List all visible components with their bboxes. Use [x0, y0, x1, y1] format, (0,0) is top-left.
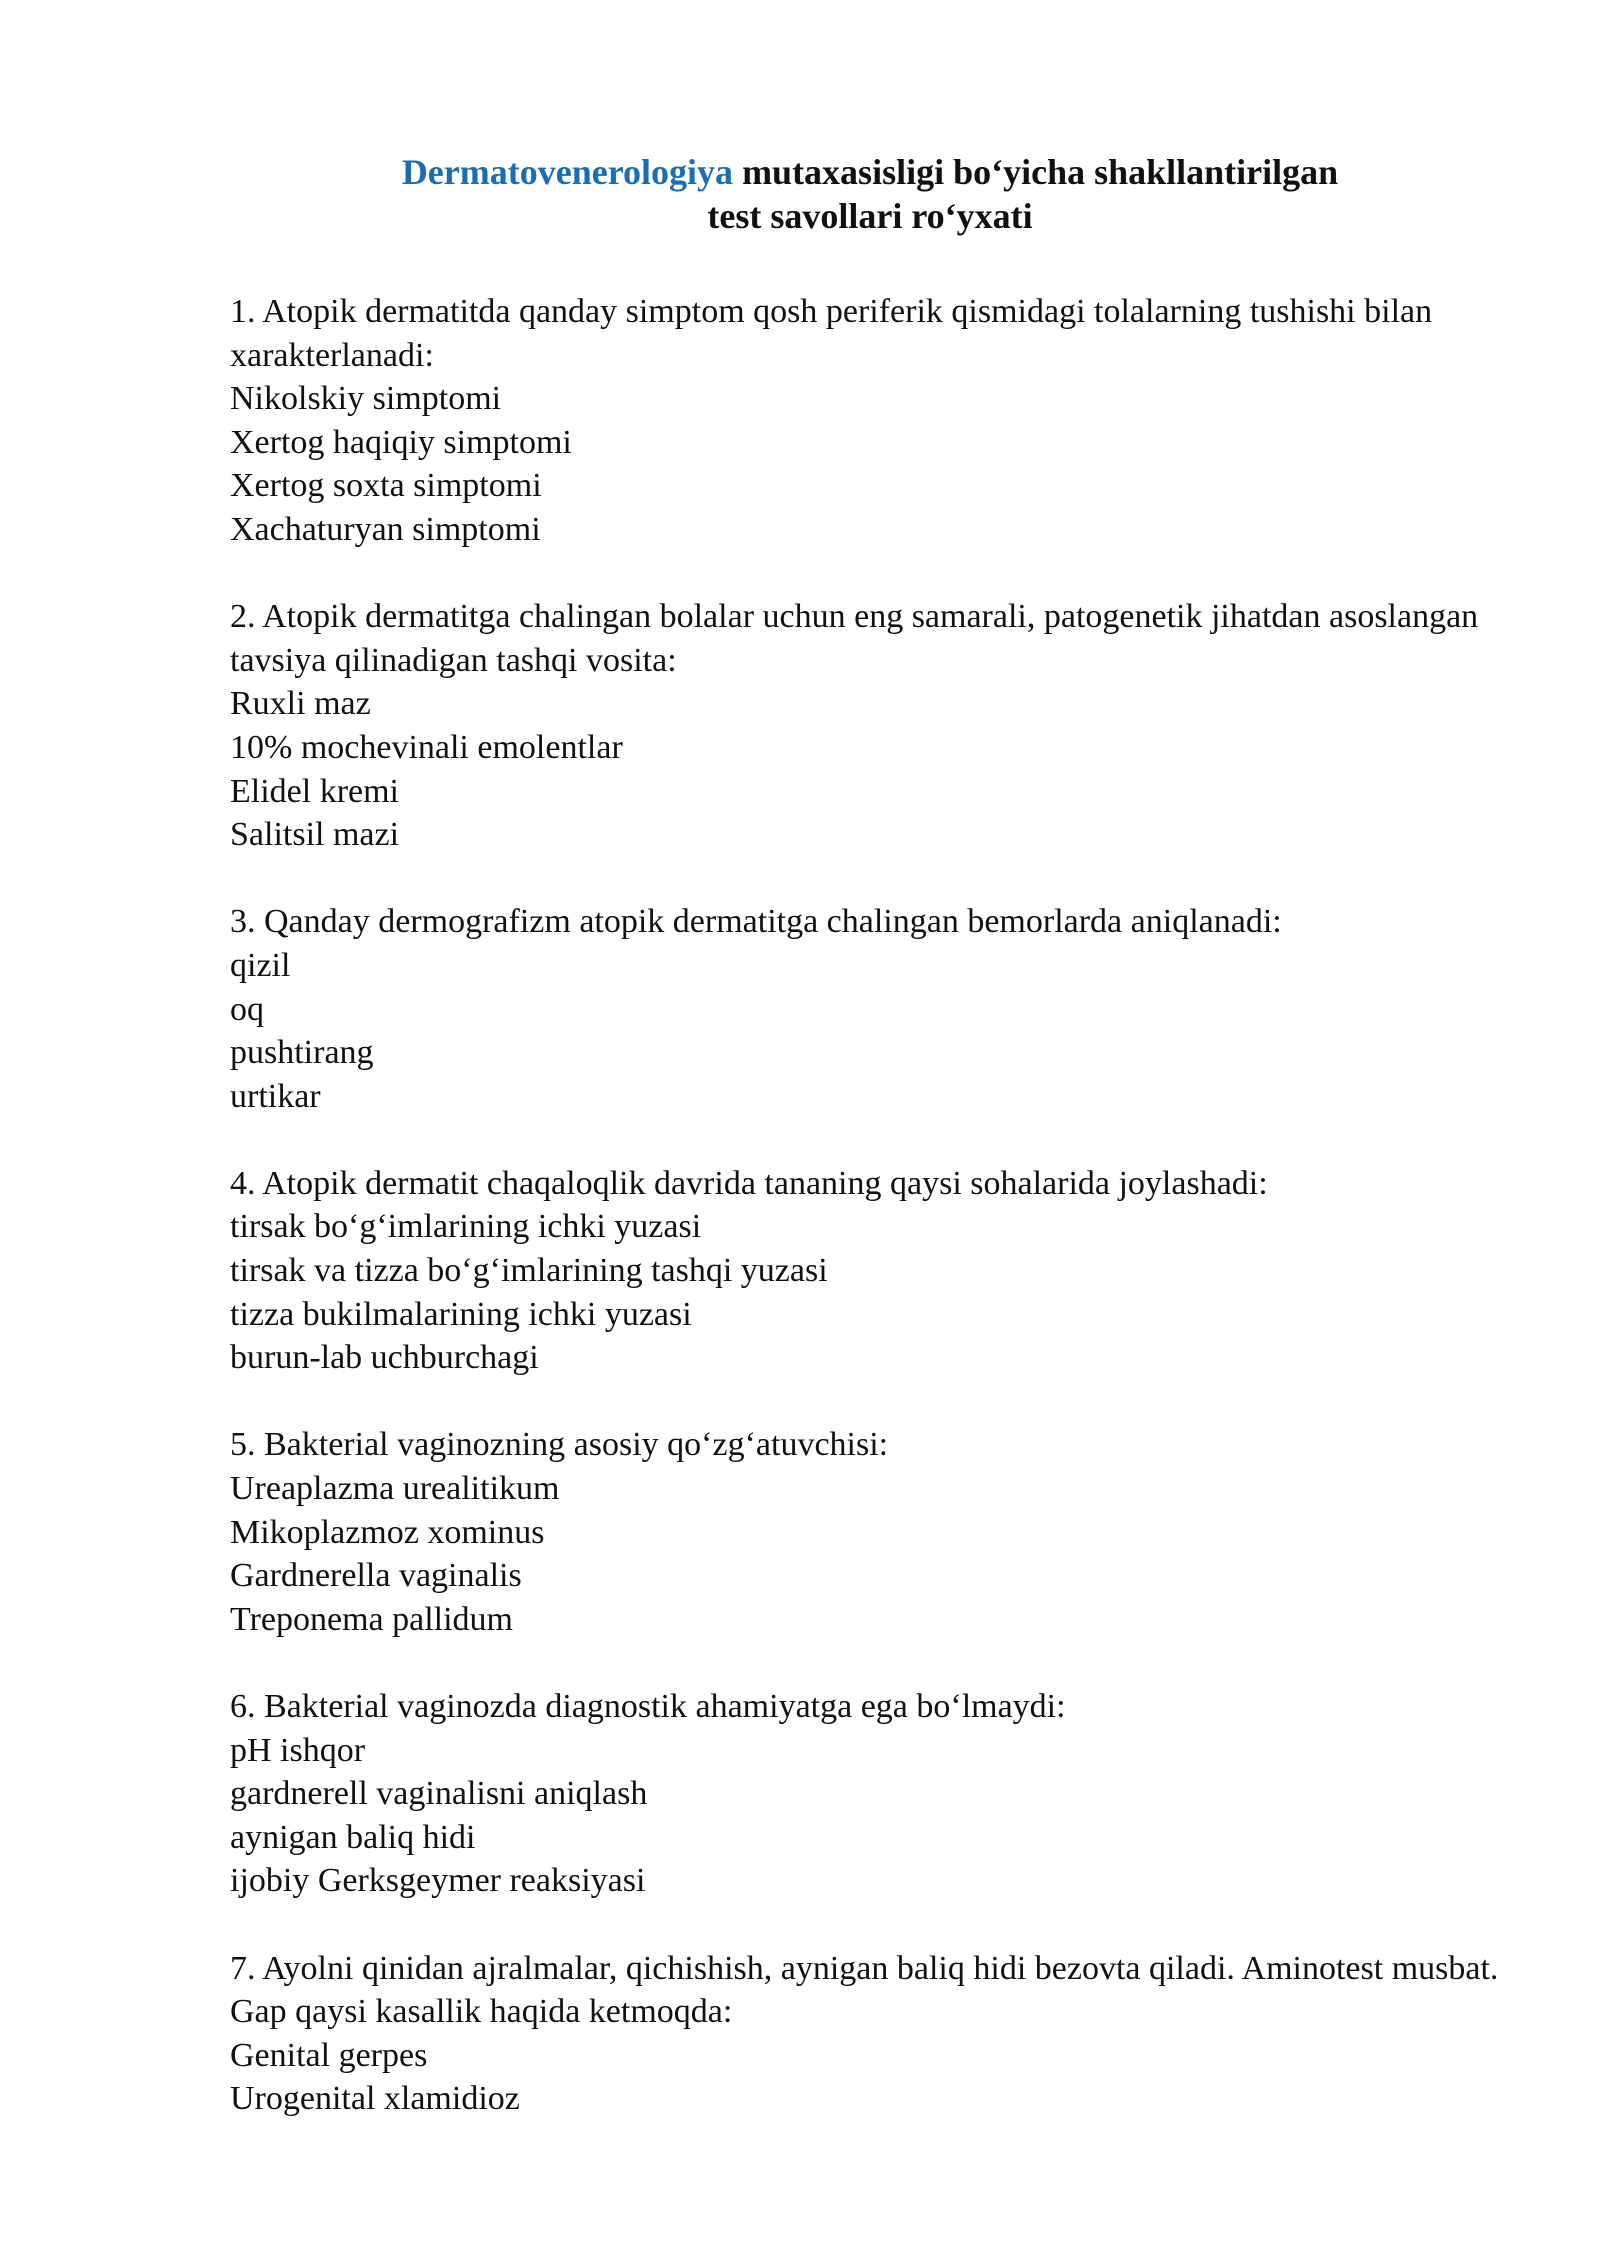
answer-option: pH ishqor [230, 1731, 366, 1769]
answer-option: oq [230, 990, 264, 1028]
question-7 [230, 1947, 1530, 2121]
answer-option: aynigan baliq hidi [230, 1818, 476, 1856]
question-text: 4. Atopik dermatit chaqaloqlik davrida tananing qaysi sohalarida joylashadi: [230, 1164, 1268, 1202]
answer-option: Salitsil mazi [230, 816, 400, 854]
answer-option: Genital gerpes [230, 2036, 428, 2074]
answer-option: pushtirang [230, 1034, 374, 1072]
questions-list [230, 290, 1530, 2165]
question-6 [230, 1685, 1530, 1903]
question-text: 1. Atopik dermatitda qanday simptom qosh periferik qismidagi tolalarning tushishi bilan xarakterlanadi: [230, 293, 1433, 374]
answer-option: gardnerell vaginalisni aniqlash [230, 1775, 648, 1813]
answer-option: Ruxli maz [230, 685, 371, 723]
answer-option: tirsak va tizza bo‘g‘imlarining tashqi yuzasi [230, 1252, 828, 1290]
answer-option: Gardnerella vaginalis [230, 1557, 522, 1595]
question-3 [230, 900, 1530, 1118]
question-1 [230, 290, 1530, 552]
answer-option: qizil [230, 946, 291, 984]
answer-option: Xachaturyan simptomi [230, 510, 541, 548]
title-highlight: Dermatovenerologiya [401, 152, 734, 192]
answer-option: 10% mochevinali emolentlar [230, 728, 623, 766]
answer-option: Mikoplazmoz xominus [230, 1513, 545, 1551]
title-rest: mutaxasisligi bo‘yicha shakllantirilgan [733, 152, 1339, 192]
question-4 [230, 1162, 1530, 1380]
answer-option: tirsak bo‘g‘imlarining ichki yuzasi [230, 1208, 702, 1246]
answer-option: Nikolskiy simptomi [230, 380, 502, 418]
answer-option: Ureaplazma urealitikum [230, 1470, 560, 1508]
answer-option: Treponema pallidum [230, 1600, 513, 1638]
answer-option: tizza bukilmalarining ichki yuzasi [230, 1295, 692, 1333]
document-title [0, 150, 1600, 238]
title-line-1 [0, 150, 1600, 194]
answer-option: urtikar [230, 1077, 321, 1115]
question-text: 7. Ayolni qinidan ajralmalar, qichishish, aynigan baliq hidi bezovta qiladi. Aminotest musbat. Gap qaysi kasallik haqida ketmoqda: [230, 1949, 1499, 2031]
answer-option: Urogenital xlamidioz [230, 2080, 520, 2118]
question-5 [230, 1423, 1530, 1641]
question-text: 5. Bakterial vaginozning asosiy qo‘zg‘atuvchisi: [230, 1426, 889, 1464]
answer-option: Xertog soxta simptomi [230, 467, 542, 505]
title-line-2: test savollari ro‘yxati [707, 196, 1033, 236]
question-text: 2. Atopik dermatitga chalingan bolalar uchun eng samarali, patogenetik jihatdan asoslangan tavsiya qilinadigan tashqi vosita: [230, 598, 1479, 679]
answer-option: ijobiy Gerksgeymer reaksiyasi [230, 1862, 646, 1900]
question-text: 3. Qanday dermografizm atopik dermatitga chalingan bemorlarda aniqlanadi: [230, 903, 1282, 941]
question-text: 6. Bakterial vaginozda diagnostik ahamiyatga ega bo‘lmaydi: [230, 1688, 1066, 1725]
answer-option: Xertog haqiqiy simptomi [230, 423, 572, 461]
answer-option: burun-lab uchburchagi [230, 1339, 539, 1377]
question-2 [230, 595, 1530, 857]
answer-option: Elidel kremi [230, 772, 400, 810]
